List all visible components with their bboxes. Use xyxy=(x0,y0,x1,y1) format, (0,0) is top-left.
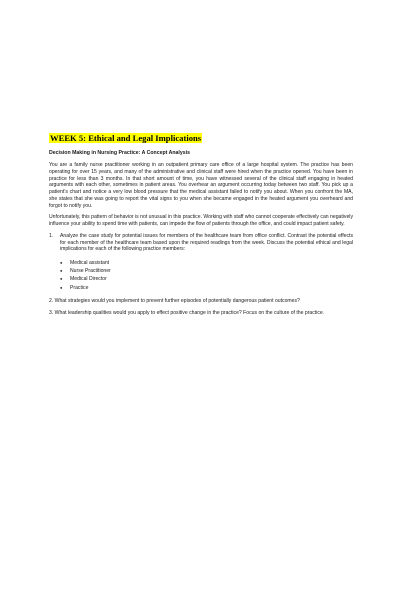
bullet-icon: ● xyxy=(60,268,63,274)
list-item-label: Nurse Practitioner xyxy=(70,268,111,275)
list-item xyxy=(60,284,353,292)
behavior-paragraph: Unfortunately, this pattern of behavior is not unusual in this practice. Working with staff who cannot cooperate effectively can negatively influence your ability to spend time with patients, can impede the flow of patients through the office, and could impact patient safety. xyxy=(49,214,353,227)
practice-members-list xyxy=(49,259,353,292)
list-item xyxy=(60,259,353,267)
bullet-icon: ● xyxy=(60,260,63,265)
bullet-icon: ● xyxy=(60,284,63,290)
question-2: 2. What strategies would you implement to prevent further episodes of potentially dangerous patient outcomes? xyxy=(49,297,300,304)
document-title: WEEK 5: Ethical and Legal Implications xyxy=(50,133,202,143)
question-1 xyxy=(49,233,353,253)
bullet-icon: ● xyxy=(60,276,63,282)
question-1-number: 1. xyxy=(49,232,54,239)
list-item xyxy=(60,275,353,283)
document-content xyxy=(49,128,353,321)
list-item-label: Practice xyxy=(70,284,89,291)
question-1-text: Analyze the case study for potential issues for members of the healthcare team from office conflict. Contrast the potential effects for each member of the healthcare team based upon the required readings from the week. Discuss the potential ethical and legal implications for each of the following practice members: xyxy=(60,232,353,253)
list-item-label: Medical assistant xyxy=(70,260,110,266)
question-3: 3. What leadership qualities would you apply to effect positive change in the practice? Focus on the culture of the practice. xyxy=(49,309,325,316)
list-item-label: Medical Director xyxy=(70,276,107,283)
list-item xyxy=(60,267,353,275)
document-subtitle: Decision Making in Nursing Practice: A Concept Analysis xyxy=(49,150,190,156)
case-paragraph: You are a family nurse practitioner working in an outpatient primary care office of a large hospital system. The practice has been operating for over 15 years, and many of the administrative and clinical staff were hired when the practice opened. You have been in practice for less than 3 months. In that short amount of time, you have witnessed several of the clinical staff engaging in heated arguments with each other, sometimes in patient areas. You overhear an argument occurring today between two staff. You pick up a patient’s chart and notice a very low blood pressure that the medical assistant failed to notify you about. When you confront the MA, she states that she was going to report the vital signs to you when she became engaged in the heated argument you overheard and forgot to notify you. xyxy=(49,162,353,209)
